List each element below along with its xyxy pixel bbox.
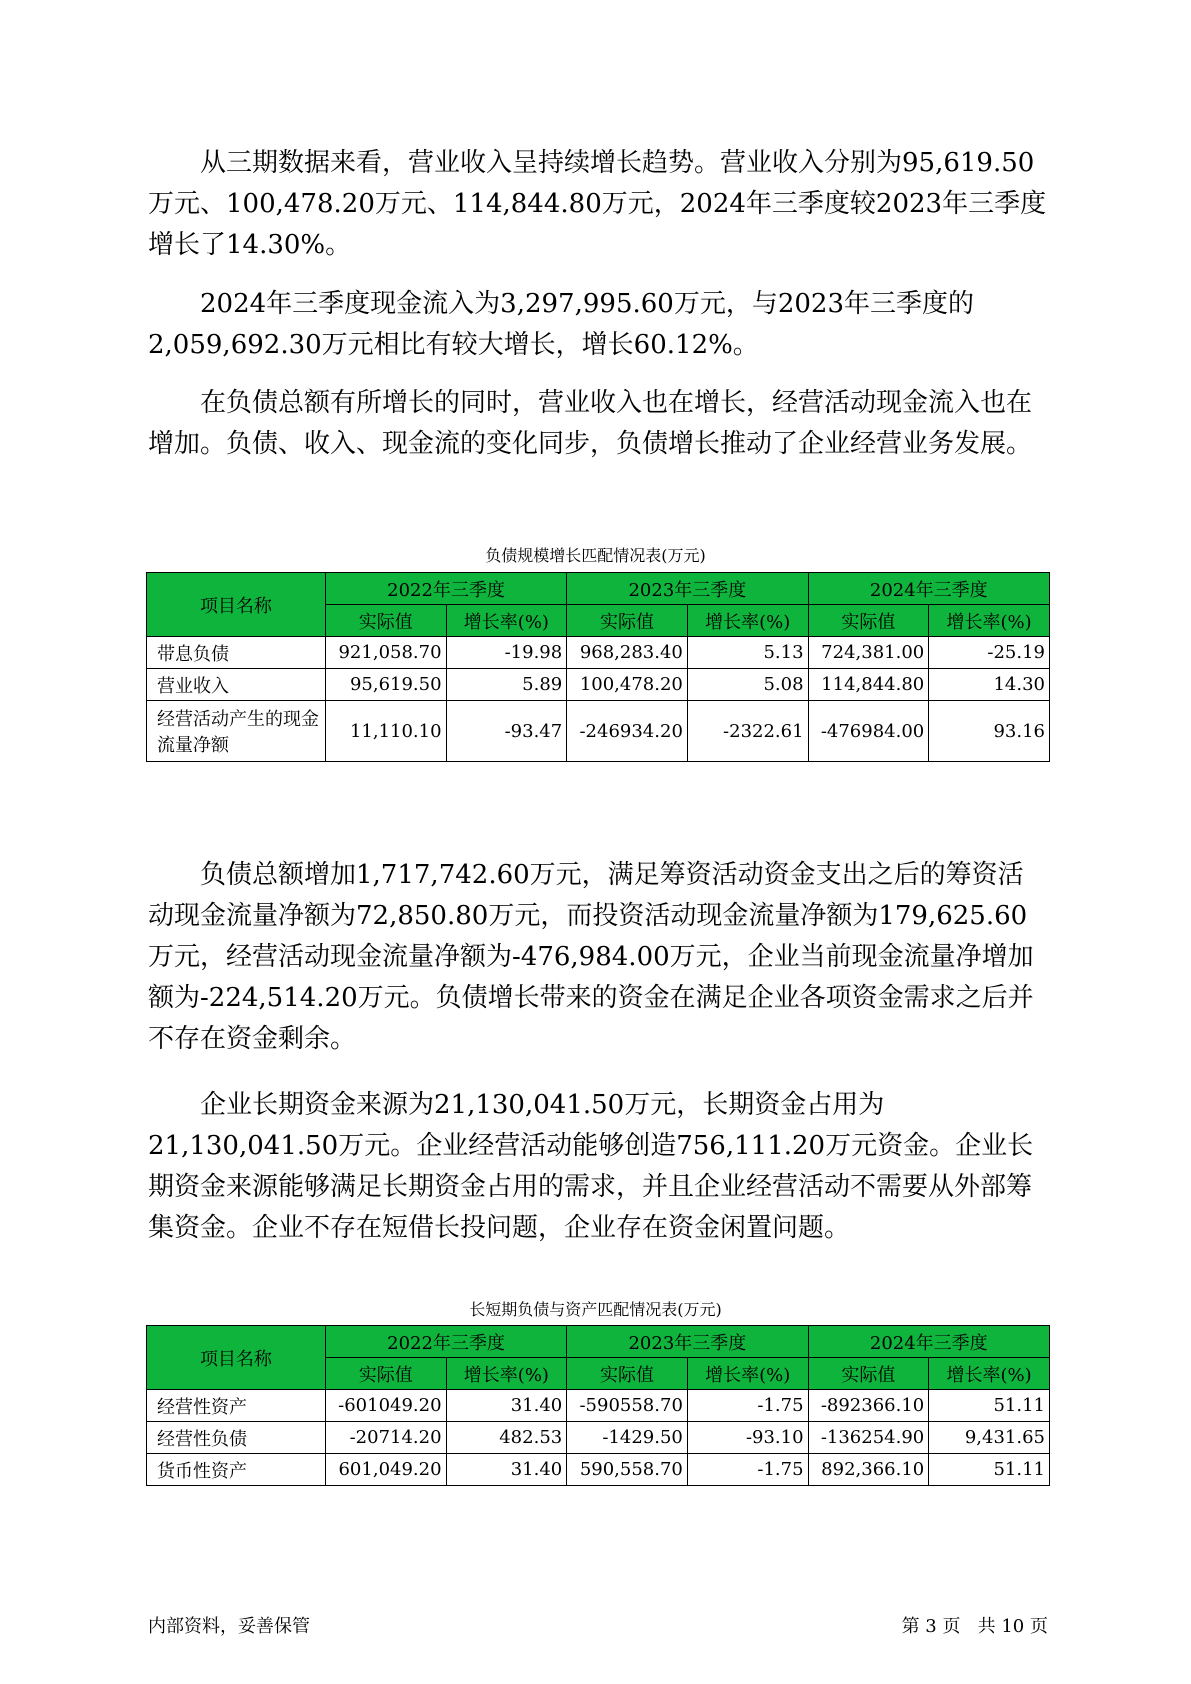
cell-value: 14.30 [929, 669, 1050, 701]
header-period-2023: 2023年三季度 [567, 573, 808, 605]
table-row [147, 1422, 1050, 1454]
cell-value: -1429.50 [567, 1422, 688, 1454]
cell-value: -892366.10 [808, 1390, 929, 1422]
subheader-actual: 实际值 [567, 605, 688, 637]
cell-value: -25.19 [929, 637, 1050, 669]
table-row [147, 701, 1050, 762]
cell-value: 11,110.10 [325, 701, 446, 762]
header-item-name: 项目名称 [147, 1326, 326, 1390]
row-name: 营业收入 [147, 669, 326, 701]
subheader-actual: 实际值 [567, 1358, 688, 1390]
paragraph-revenue-trend: 从三期数据来看，营业收入呈持续增长趋势。营业收入分别为95,619.50万元、100,478.20万元、114,844.80万元，2024年三季度较2023年三季度增长了14.30%。 [148, 148, 1047, 260]
header-item-name: 项目名称 [147, 573, 326, 637]
subheader-growth-rate: 增长率(%) [929, 1358, 1050, 1390]
subheader-growth-rate: 增长率(%) [446, 1358, 567, 1390]
cell-value: 31.40 [446, 1390, 567, 1422]
cell-value: 9,431.65 [929, 1422, 1050, 1454]
cell-value: 51.11 [929, 1390, 1050, 1422]
subheader-actual: 实际值 [325, 605, 446, 637]
header-period-2022: 2022年三季度 [325, 1326, 566, 1358]
subheader-actual: 实际值 [325, 1358, 446, 1390]
paragraph-debt-funding: 负债总额增加1,717,742.60万元，满足筹资活动资金支出之后的筹资活动现金流量净额为72,850.80万元，而投资活动现金流量净额为179,625.60万元，经营活动现金流量净额为-476,984.00万元，企业当前现金流量净增加额为-224,514.20万元。负债增长带来的资金在满足企业各项资金需求之后并不存在资金剩余。 [148, 860, 1034, 1054]
row-name: 经营活动产生的现金流量净额 [147, 701, 326, 762]
cell-value: -20714.20 [325, 1422, 446, 1454]
row-name: 带息负债 [147, 637, 326, 669]
cell-value: 921,058.70 [325, 637, 446, 669]
cell-value: 100,478.20 [567, 669, 688, 701]
cell-value: -601049.20 [325, 1390, 446, 1422]
cell-value: 93.16 [929, 701, 1050, 762]
paragraph-debt-growth: 在负债总额有所增长的同时，营业收入也在增长，经营活动现金流入也在增加。负债、收入、现金流的变化同步，负债增长推动了企业经营业务发展。 [148, 388, 1033, 459]
cell-value: -476984.00 [808, 701, 929, 762]
cell-value: -136254.90 [808, 1422, 929, 1454]
cell-value: -1.75 [687, 1390, 808, 1422]
cell-value: -246934.20 [567, 701, 688, 762]
cell-value: -1.75 [687, 1454, 808, 1486]
footer-confidential-note: 内部资料，妥善保管 [148, 1616, 310, 1637]
table-row [147, 669, 1050, 701]
cell-value: -93.47 [446, 701, 567, 762]
cell-value: 590,558.70 [567, 1454, 688, 1486]
cell-value: 95,619.50 [325, 669, 446, 701]
subheader-growth-rate: 增长率(%) [446, 605, 567, 637]
footer-page-number: 第 3 页 共 10 页 [901, 1616, 1048, 1637]
row-name: 货币性资产 [147, 1454, 326, 1486]
cell-value: 5.13 [687, 637, 808, 669]
cell-value: -2322.61 [687, 701, 808, 762]
asset-liability-match-table [146, 1325, 1050, 1486]
cell-value: 482.53 [446, 1422, 567, 1454]
debt-scale-table [146, 572, 1050, 762]
subheader-growth-rate: 增长率(%) [687, 1358, 808, 1390]
cell-value: -93.10 [687, 1422, 808, 1454]
cell-value: 892,366.10 [808, 1454, 929, 1486]
header-period-2022: 2022年三季度 [325, 573, 566, 605]
cell-value: 31.40 [446, 1454, 567, 1486]
cell-value: 51.11 [929, 1454, 1050, 1486]
table2-caption: 长短期负债与资产匹配情况表(万元) [469, 1300, 722, 1319]
row-name: 经营性资产 [147, 1390, 326, 1422]
paragraph-long-term-capital: 企业长期资金来源为21,130,041.50万元，长期资金占用为21,130,041.50万元。企业经营活动能够创造756,111.20万元资金。企业长期资金来源能够满足长期资金占用的需求，并且企业经营活动不需要从外部筹集资金。企业不存在短借长投问题，企业存在资金闲置问题。 [148, 1090, 1034, 1243]
table-row [147, 1454, 1050, 1486]
subheader-actual: 实际值 [808, 605, 929, 637]
header-period-2023: 2023年三季度 [567, 1326, 808, 1358]
cell-value: 724,381.00 [808, 637, 929, 669]
cell-value: 968,283.40 [567, 637, 688, 669]
cell-value: -590558.70 [567, 1390, 688, 1422]
row-name: 经营性负债 [147, 1422, 326, 1454]
table-row [147, 637, 1050, 669]
cell-value: 114,844.80 [808, 669, 929, 701]
subheader-actual: 实际值 [808, 1358, 929, 1390]
cell-value: 5.08 [687, 669, 808, 701]
subheader-growth-rate: 增长率(%) [687, 605, 808, 637]
cell-value: 601,049.20 [325, 1454, 446, 1486]
cell-value: 5.89 [446, 669, 567, 701]
subheader-growth-rate: 增长率(%) [929, 605, 1050, 637]
table-row [147, 1390, 1050, 1422]
paragraph-cash-inflow: 2024年三季度现金流入为3,297,995.60万元，与2023年三季度的2,059,692.30万元相比有较大增长，增长60.12%。 [148, 289, 975, 360]
header-period-2024: 2024年三季度 [808, 573, 1049, 605]
table1-caption: 负债规模增长匹配情况表(万元) [485, 546, 706, 565]
header-period-2024: 2024年三季度 [808, 1326, 1049, 1358]
cell-value: -19.98 [446, 637, 567, 669]
